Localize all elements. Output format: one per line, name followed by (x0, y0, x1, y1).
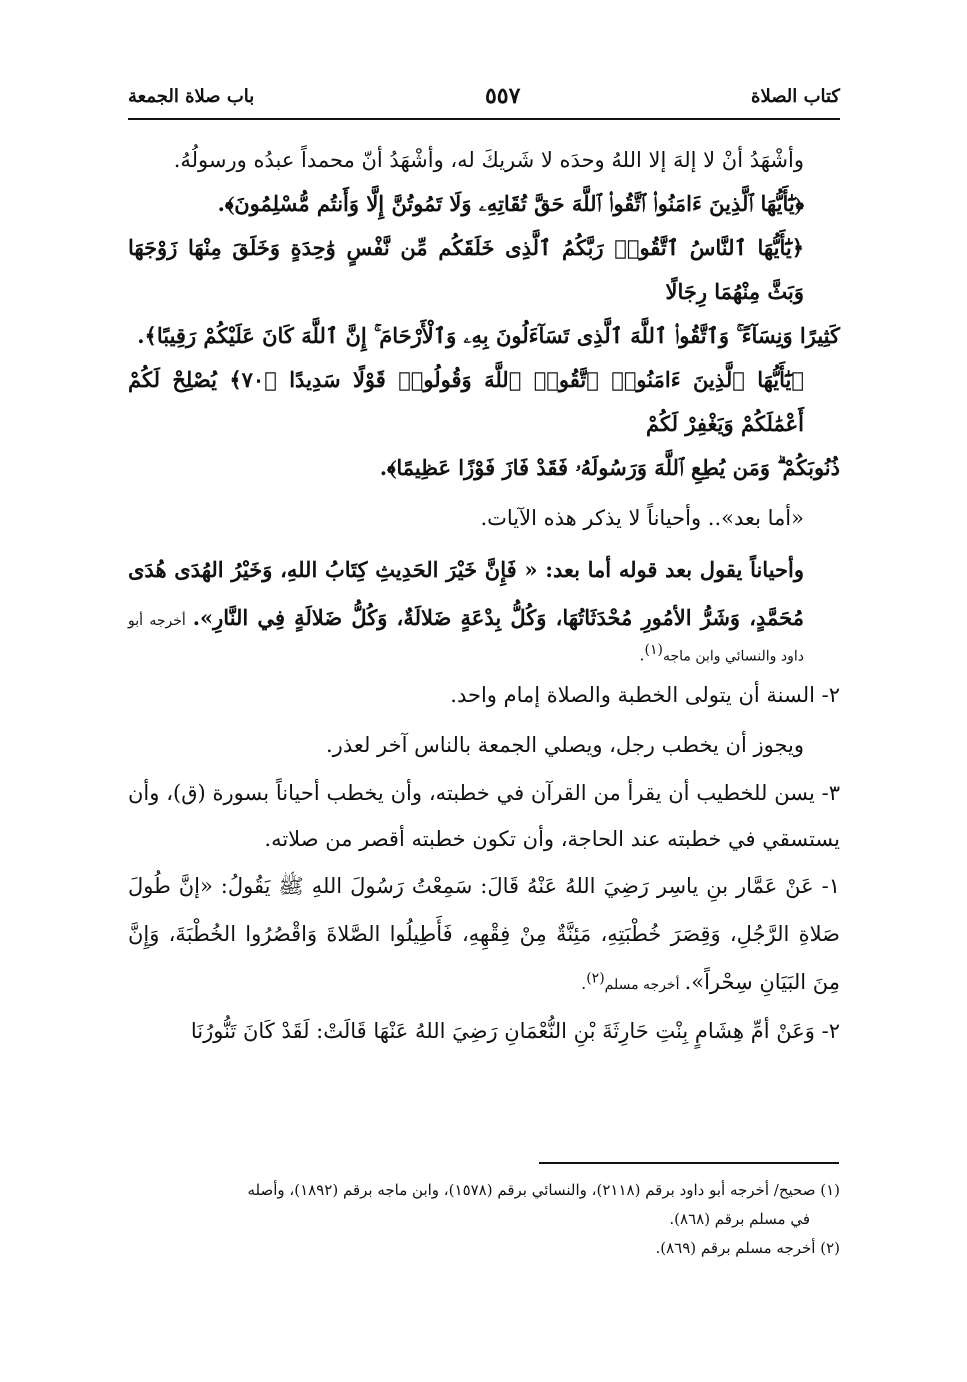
footnotes (128, 1176, 840, 1263)
citation: أخرجه مسلم (604, 977, 680, 994)
testimony-paragraph: وأشْهَدُ أنْ لا إلهَ إلا اللهُ وحدَه لا شَريكَ له، وأشْهَدُ أنّ محمداً عبدُه ورسولُهُ. (173, 148, 804, 172)
rule-2-paragraph: ٢- السنة أن يتولى الخطبة والصلاة إمام واحد. (450, 683, 840, 708)
quran-verse-3: ﴿يَٰٓأَيُّهَا ٱلَّذِينَ ءَامَنُوا۟ ٱتَّقُوا۟ ٱللَّهَ وَقُولُوا۟ قَوْلًا سَدِيدًا ﴿٧٠﴾ يُصْلِحْ لَكُمْ أَعْمَٰلَكُمْ وَيَغْفِرْ لَكُمْ (128, 367, 805, 436)
header-divider (128, 118, 840, 120)
quran-verse-3-cont: ذُنُوبَكُمْ ۗ وَمَن يُطِعِ ٱللَّهَ وَرَسُولَهُۥ فَقَدْ فَازَ فَوْزًا عَظِيمًا﴾. (379, 455, 840, 480)
footnote-divider (539, 1162, 839, 1164)
quran-verse-2: ﴿يَٰٓأَيُّهَا ٱلنَّاسُ ٱتَّقُوا۟ رَبَّكُمُ ٱلَّذِى خَلَقَكُم مِّن نَّفْسٍ وَٰحِدَةٍ وَخَلَقَ مِنْهَا زَوْجَهَا وَبَثَّ مِنْهُمَا رِجَالًا (128, 235, 804, 304)
quran-verse-1: ﴿يَٰٓأَيُّهَا ٱلَّذِينَ ءَامَنُوا۟ ٱتَّقُوا۟ ٱللَّهَ حَقَّ تُقَاتِهِۦ وَلَا تَمُوتُنَّ إِلَّا وَأَنتُم مُّسْلِمُونَ﴾. (217, 191, 804, 216)
hadith-khutbah-paragraph: وأحياناً يقول بعد قوله أما بعد: « فَإِنَّ خَيْرَ الحَدِيثِ كِتَابُ اللهِ، وَخَيْرُ الهُدَى هُدَى مُحَمَّدٍ، وَشَرُّ الأمُورِ مُحْدَثَاتُهَا، وَكُلُّ بِدْعَةٍ ضَلالَةٌ، وَكُلُّ ضَلالَةٍ فِي النَّارِ». أخرجه أبو داود والنسائي وابن ماجه$^{(١)}$. (128, 557, 804, 665)
rule-3-paragraph: ٣- يسن للخطيب أن يقرأ من القرآن في خطبته، وأن يخطب أحياناً بسورة (ق)، وأن يستسقي في خطبته عند الحاجة، وأن تكون خطبته أقصر من صلاته. (128, 781, 840, 852)
footnote-2: (٢) أخرجه مسلم برقم (٨٦٩). (655, 1239, 840, 1257)
citation: أخرجه أبو داود والنسائي وابن ماجه (128, 613, 804, 665)
page-number: ٥٥٧ (484, 83, 521, 109)
hadith-1-paragraph: ١- عَنْ عَمَّار بنِ ياسِر رَضِيَ اللهُ عَنْهُ قَالَ: سَمِعْتُ رَسُولَ اللهِ ﷺ يَقُولُ: «إنَّ طُولَ صَلاةِ الرَّجُلِ، وَقِصَرَ خُطْبَتِهِ، مَئِنَّةٌ مِنْ فِقْهِهِ، فَأَطِيلُوا الصَّلاةَ وَاقْصُرُوا الخُطْبَةَ، وَإِنَّ مِنَ البَيَانِ سِحْراً». أخرجه مسلم$^{(٢)}$. (128, 874, 840, 995)
footnote-ref-1: (١) (644, 642, 663, 658)
permission-paragraph: ويجوز أن يخطب رجل، ويصلي الجمعة بالناس آخر لعذر. (326, 733, 804, 758)
section-title: باب صلاة الجمعة (128, 85, 255, 107)
chapter-title: كتاب الصلاة (751, 85, 840, 107)
footnote-1-cont: في مسلم برقم (٨٦٨). (669, 1210, 810, 1228)
running-header (128, 78, 840, 114)
hadith-2-paragraph: ٢- وَعَنْ أمِّ هِشَامٍ بِنْتِ حَارِثَةَ بْنِ النُّعْمَانِ رَضِيَ اللهُ عَنْهَا قَالَتْ: لَقَدْ كَانَ تَنُّورُنَا (190, 1019, 840, 1044)
amma-baad-paragraph: «أما بعد».. وأحياناً لا يذكر هذه الآيات. (480, 506, 804, 530)
quran-verse-2-cont: كَثِيرًا وَنِسَآءً ۚ وَٱتَّقُوا۟ ٱللَّهَ ٱلَّذِى تَسَآءَلُونَ بِهِۦ وَٱلْأَرْحَامَ ۚ إِنَّ ٱللَّهَ كَانَ عَلَيْكُمْ رَقِيبًا﴾. (137, 323, 840, 348)
page-body (128, 138, 840, 1056)
footnote-ref-2: (٢) (586, 971, 605, 987)
footnote-1: (١) صحيح/ أخرجه أبو داود برقم (٢١١٨)، والنسائي برقم (١٥٧٨)، وابن ماجه برقم (١٨٩٢)، وأصله (247, 1181, 840, 1199)
